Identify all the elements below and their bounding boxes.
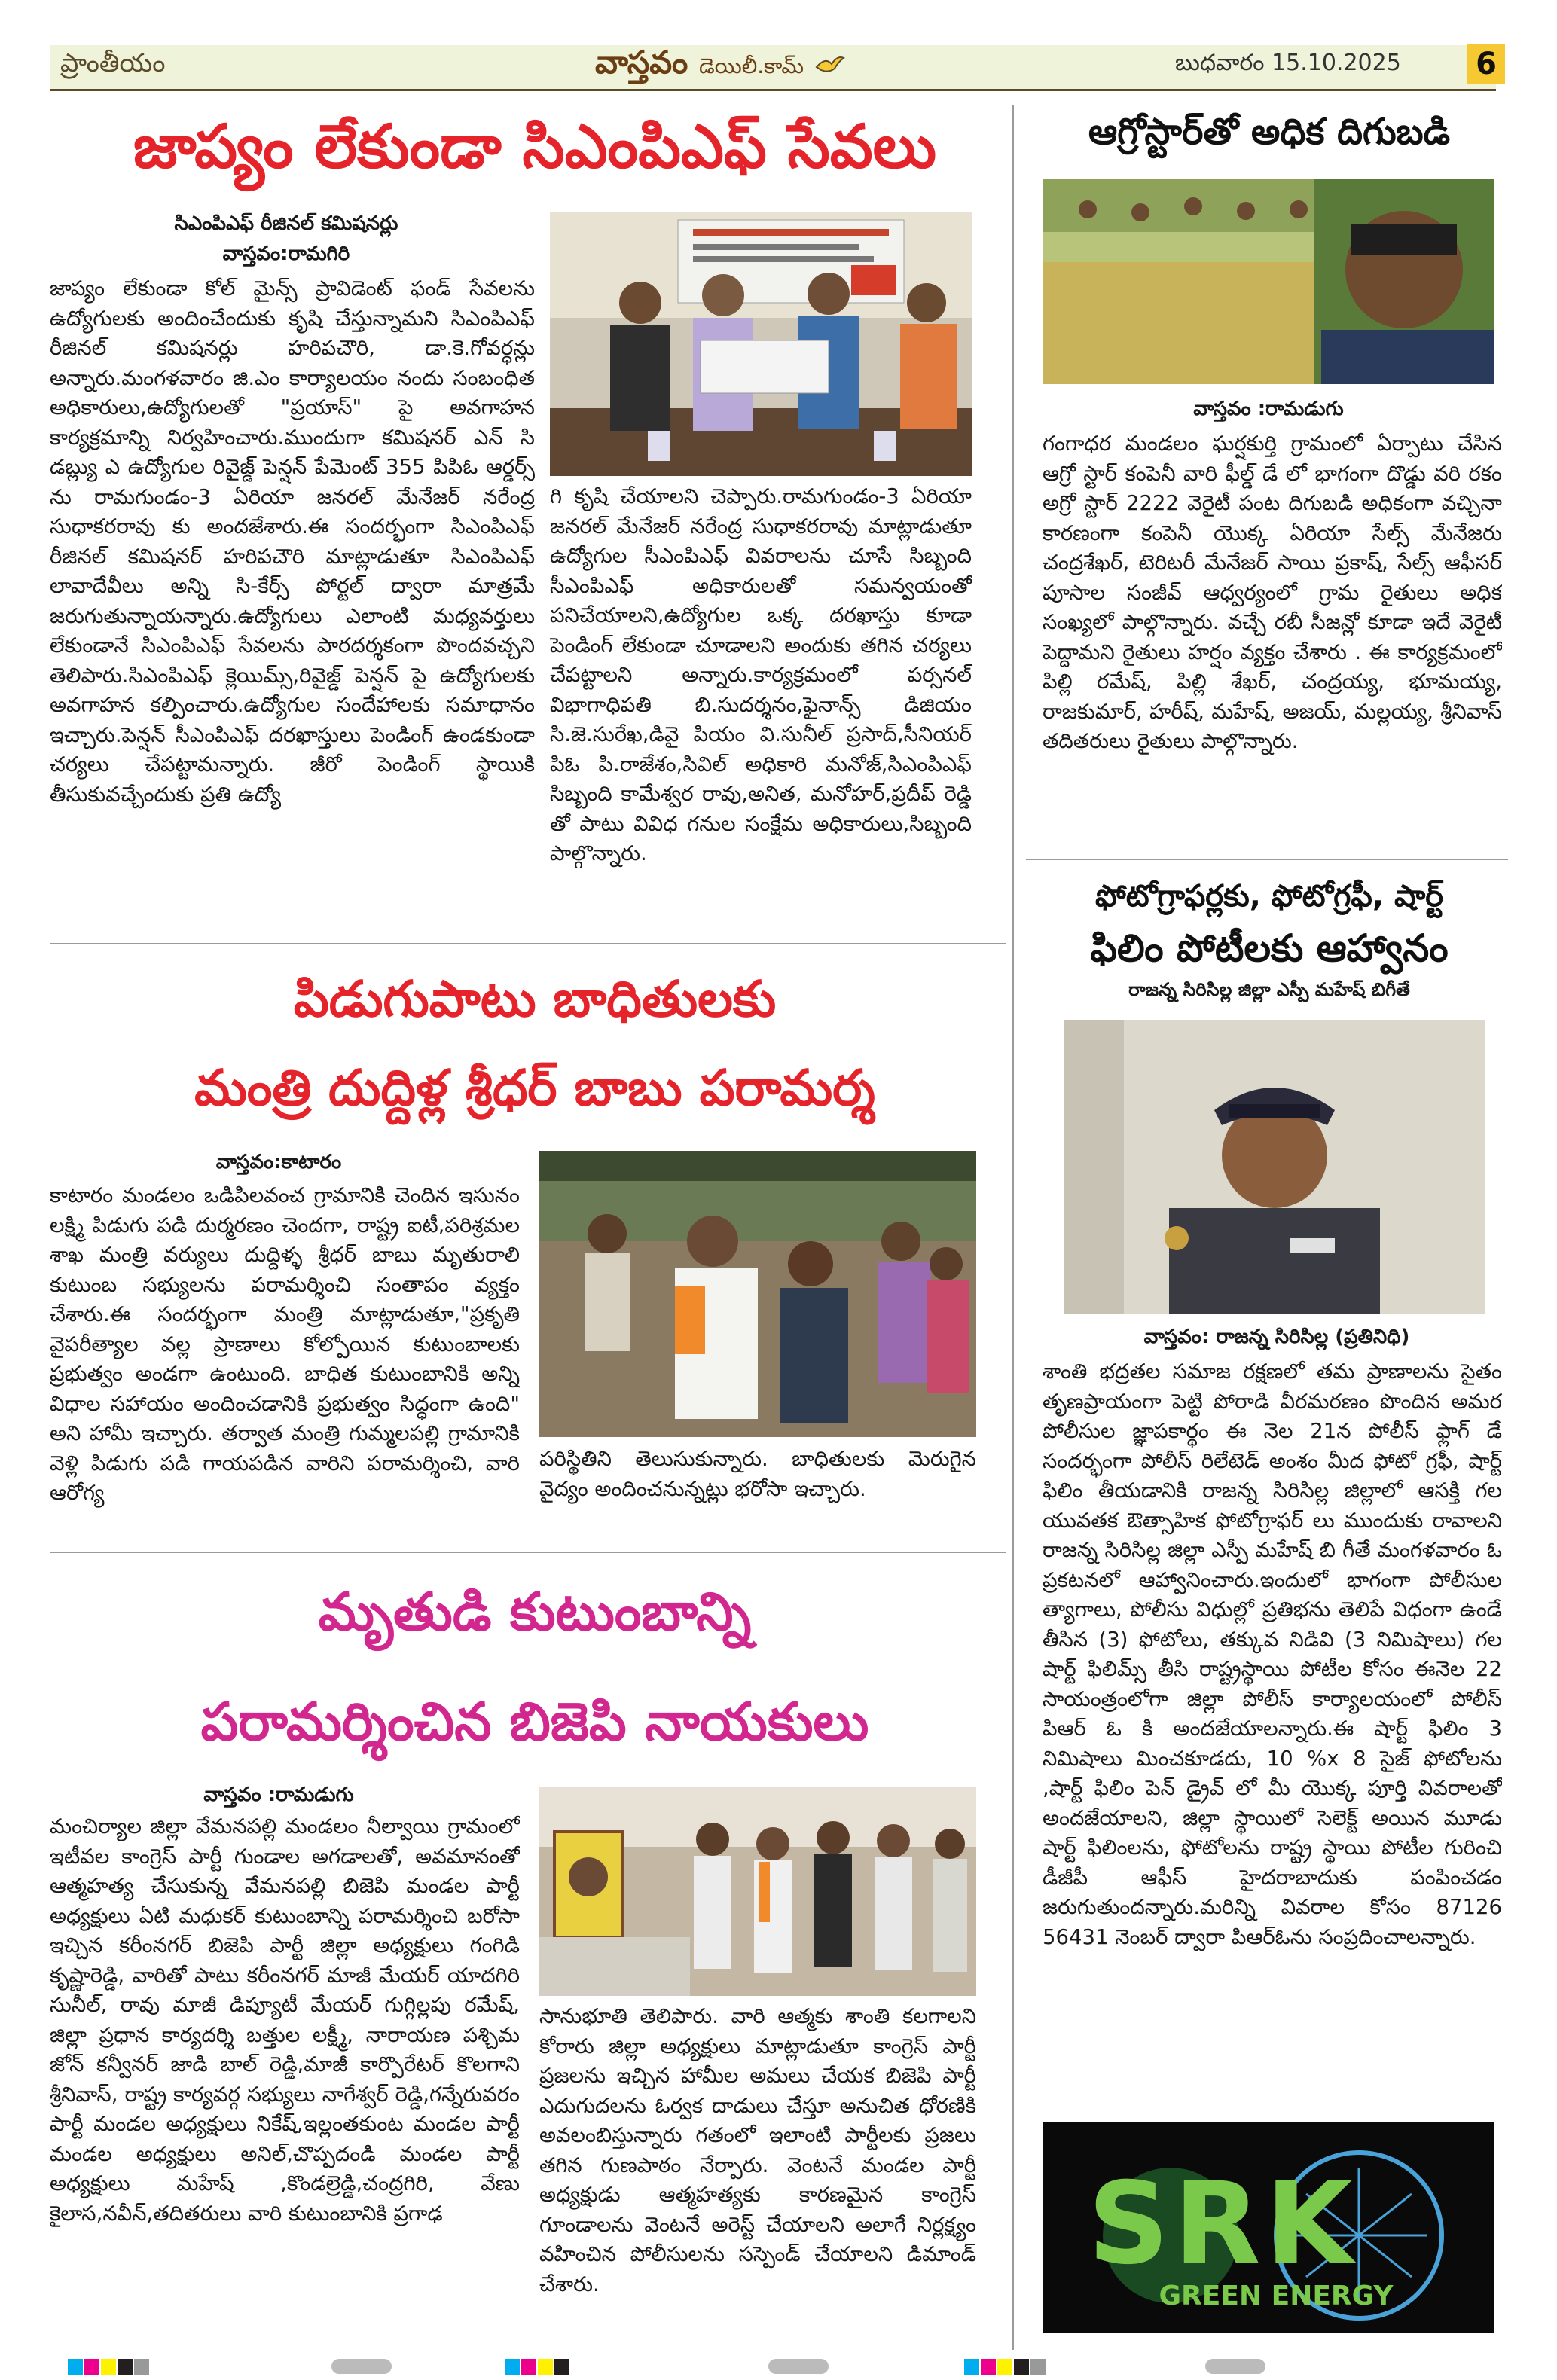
cmpf-body-col2: గి కృషి చేయాలని చెప్పారు.రామగుండం-3 ఏరియా జనరల్ మేనేజర్ నరేంద్ర సుధాకరరావు మాట్లాడుతూ ఉద్యోగుల సీఎంపిఎఫ్ వివరాలను చూసే సిబ్బంది సీఎంపిఎఫ్ అధికారులతో సమన్వయంతో పనిచేయాలని,ఉద్యోగుల ఒక్క దరఖాస్తు కూడా పెండింగ్ లేకుండా చూడాలని అందుకు తగిన చర్యలు చేపట్టాలని అన్నారు.కార్యక్రమంలో పర్సనల్ విభాగాధిపతి బి.సుదర్శనం,ఫైనాన్స్ డిజియం సి.జె.సురేఖ,డివై పియం వి.సునీల్ ప్రసాద్,సీనియర్ పిఓ పి.రాజేశం,సివిల్ అధికారి మనోజ్,సిఎంపిఎఫ్ సిబ్బంది కామేశ్వర రావు,అనిత, మనోహర్,ప్రదీప్ రెడ్డి తో పాటు వివిధ గనుల సంక్షేమ అధికారులు,సిబ్బంది పాల్గొన్నారు. [550, 484, 972, 865]
lightning-body-col1: కాటారం మండలం ఒడిపిలవంచ గ్రామానికి చెందిన ఇసునం లక్ష్మి పిడుగు పడి దుర్మరణం చెందగా, రాష్ట్ర ఐటీ,పరిశ్రమల శాఖ మంత్రి వర్యులు దుద్దిళ్ళ శ్రీధర్ బాబు మృతురాలి కుటుంబ సభ్యులను పరామర్శించి సంతాపం వ్యక్తం చేశారు.ఈ సందర్భంగా మంత్రి మాట్లాడుతూ,"ప్రకృతి వైపరీత్యాల వల్ల ప్రాణాలు కోల్పోయిన కుటుంబాలకు ప్రభుత్వం అండగా ఉంటుంది. బాధిత కుటుంబానికి అన్ని విధాల సహాయం అందించడానికి ప్రభుత్వం సిద్ధంగా ఉంది" అని హామీ ఇచ్చారు. తర్వాత మంత్రి గుమ్మలపల్లి గ్రామానికి వెళ్లి పిడుగు పడి గాయపడిన వారిని పరామర్శించి, వారి ఆరోగ్య [50, 1183, 520, 1505]
bird-icon [815, 53, 845, 76]
registration-mark [768, 2359, 829, 2374]
agro-body: గంగాధర మండలం ఘర్షకుర్తి గ్రామంలో ఏర్పాటు చేసిన ఆగ్రో స్టార్ కంపెనీ వారి ఫీల్డ్ డే లో భాగంగా దొడ్డు వరి రకం అగ్రో స్టార్ 2222 వెరైటీ పంట దిగుబడి అధికంగా వచ్చినా కారణంగా కంపెనీ యొక్క ఏరియా సేల్స్ మేనేజరు చంద్రశేఖర్, టెరిటరీ మేనేజర్ సాయి ప్రకాష్, సేల్స్ ఆఫీసర్ పూసాల సంజీవ్ ఆధ్వర్యంలో గ్రామ రైతులు అధిక సంఖ్యలో పాల్గొన్నారు. వచ్చే రబీ సీజన్లో కూడా ఇదే వెరైటీ పెద్దామని రైతులు హర్షం వ్యక్తం చేశారు . ఈ కార్యక్రమంలో పిల్లి రమేష్, పిల్లి శేఖర్, చంద్రయ్య, భూమయ్య, రాజకుమార్, హరీష్, మహేష్, అజయ్, మల్లయ్య, శ్రీనివాస్ తదితరులు రైతులు పాల్గొన్నారు. [1043, 432, 1502, 753]
agro-photo [1043, 179, 1494, 384]
lightning-dateline: వాస్తవం:కాటారం [215, 1151, 342, 1173]
sp-portrait-photo [1064, 1020, 1485, 1314]
masthead-brand [595, 44, 845, 89]
column-divider [1012, 105, 1014, 2350]
section-label: ప్రాంతీయం [60, 48, 166, 78]
bjp-dateline: వాస్తవం :రామడుగు [203, 1783, 354, 1806]
lightning-headline-line1: పిడుగుపాటు బాధితులకు [293, 970, 777, 1028]
cmpf-headline: జాప్యం లేకుండా సిఎంపిఎఫ్ సేవలు [133, 111, 937, 182]
lightning-photo [539, 1151, 976, 1437]
section-divider [50, 1552, 1006, 1553]
lightning-body-col2: పరిస్థితిని తెలుసుకున్నారు. బాధితులకు మెరుగైన వైద్యం అందించనున్నట్లు భరోసా ఇచ్చారు. [539, 1447, 976, 1501]
bjp-photo [539, 1787, 976, 1996]
srk-logo-text: SRK [1088, 2159, 1357, 2290]
bjp-body-col1: మంచిర్యాల జిల్లా వేమనపల్లి మండలం నీల్వాయి గ్రామంలో ఇటీవల కాంగ్రెస్ పార్టీ గుండాల అగడాలతో, అవమానంతో ఆత్మహత్య చేసుకున్న వేమనపల్లి బిజెపి మండల పార్టీ అధ్యక్షులు ఏటి మధుకర్ కుటుంబాన్ని పరామర్శించి బరోసా ఇచ్చిన కరీంనగర్ బిజెపి పార్టీ జిల్లా అధ్యక్షులు గంగిడి కృష్ణారెడ్డి, వారితో పాటు కరీంనగర్ మాజీ మేయర్ యాదగిరి సునీల్, రావు మాజీ డిప్యూటీ మేయర్ గుగ్గిల్లపు రమేష్, జిల్లా ప్రధాన కార్యదర్శి బత్తుల లక్ష్మీ, నారాయణ పశ్చిమ జోన్ కన్వీనర్ జాడి బాల్ రెడ్డి,మాజీ కార్పొరేటర్ కొలగాని శ్రీనివాస్, రాష్ట్ర కార్యవర్గ సభ్యులు నాగేశ్వర్ రెడ్డి,గన్నేరువరం పార్టీ మండల అధ్యక్షులు నికేష్,ఇల్లంతకుంట మండల పార్టీ మండల అధ్యక్షులు అనిల్,చొప్పదండి మండల పార్టీ అధ్యక్షులు మహేష్ ,కొండల్రెడ్డి,చంద్రగిరి, వేణు కైలాస,నవీన్,తదితరులు వారి కుటుంబానికి ప్రగాఢ [50, 1814, 520, 2226]
brand-suffix: డెయిలీ.కామ్ [698, 53, 804, 78]
section-divider [50, 943, 1006, 944]
color-bar [964, 2359, 1047, 2378]
bjp-body-col2: సానుభూతి తెలిపారు. వారి ఆత్మకు శాంతి కలగాలని కోరారు జిల్లా అధ్యక్షులు మాట్లాడుతూ కాంగ్రెస్ పార్టీ ప్రజలను ఇచ్చిన హామీల అమలు చేయక బిజెపి పార్టీ ఎదుగుదలను ఓర్వక దాడులు చేస్తూ అనుచిత ధోరణికి అవలంబిస్తున్నారు గతంలో ఇలాంటి పార్టీలకు ప్రజలు తగిన గుణపాఠం నేర్పారు. వెంటనే మండల పార్టీ అధ్యక్షుడు ఆత్మహత్యకు కారణమైన కాంగ్రెస్ గూండాలను వెంటనే అరెస్ట్ చేయాలని అలాగే నిర్లక్ష్యం వహించిన పోలీసులను సస్పెండ్ చేయాలని డిమాండ్ చేశారు. [539, 2004, 976, 2296]
section-divider [1026, 859, 1508, 860]
photo-subhead: రాజన్న సిరిసిల్ల జిల్లా ఎస్పీ మహేష్ బిగీతే [1128, 979, 1410, 1000]
photo-headline-line2: ఫిలిం పోటీలకు ఆహ్వానం [1090, 926, 1449, 970]
page-number: 6 [1467, 44, 1505, 84]
cmpf-dateline: వాస్తవం:రామగిరి [222, 243, 350, 265]
lightning-headline-line2: మంత్రి దుద్దిళ్ల శ్రీధర్ బాబు పరామర్శ [194, 1059, 875, 1117]
agro-dateline: వాస్తవం :రామడుగు [1193, 398, 1344, 420]
color-bar [68, 2359, 151, 2378]
photo-dateline: వాస్తవం: రాజన్న సిరిసిల్ల (ప్రతినిధి) [1143, 1326, 1410, 1348]
photo-body: శాంతి భద్రతల సమాజ రక్షణలో తమ ప్రాణాలను సైతం తృణప్రాయంగా పెట్టి పోరాడి వీరమరణం పొందిన అమర పోలీసుల జ్ఞాపకార్థం ఈ నెల 21న పోలీస్ ఫ్లాగ్ డే సందర్భంగా పోలీస్ రిలేటెడ్ అంశం మీద ఫోటో గ్రఫీ, షార్ట్ ఫిలిం తీయడానికి రాజన్న సిరిసిల్ల జిల్లాలో ఆసక్తి గల యువతక ఔత్సాహిక ఫోటోగ్రాఫర్ లు ముందుకు రావాలని రాజన్న సిరిసిల్ల జిల్లా ఎస్పీ మహేష్ బి గీతే మంగళవారం ఓ ప్రకటనలో ఆహ్వానించారు.ఇందులో భాగంగా పోలీసుల త్యాగాలు, పోలీసు విధుల్లో ప్రతిభను తెలిపే విధంగా ఉండే తీసిన (3) ఫోటోలు, తక్కువ నిడివి (3 నిమిషాలు) గల షార్ట్ ఫిలిమ్స్ తీసి రాష్ట్రస్థాయి పోటీల కోసం ఈనెల 22 సాయంత్రంలోగా జిల్లా పోలీస్ కార్యాలయంలో పోలీస్ పిఆర్ ఓ కి అందజేయాలన్నారు.ఈ షార్ట్ ఫిలిం 3 నిమిషాలు మించకూడదు, 10 %x 8 సైజ్ ఫోటోలను ,షార్ట్ ఫిలిం పెన్ డ్రైవ్ లో మీ యొక్క పూర్తి వివరాలతో అందజేయాలని, జిల్లా స్థాయిలో సెలెక్ట్ అయిన మూడు షార్ట్ ఫిలింలను, ఫోటోలను రాష్ట్ర స్థాయి పోటీల గురించి డీజీపీ ఆఫీస్ హైదరాబాదుకు పంపించడం జరుగుతుందన్నారు.మరిన్ని వివరాల కోసం 87126 56431 నెంబర్ ద్వారా పిఆర్ఓను సంప్రదించాలన్నారు. [1043, 1359, 1502, 1949]
bjp-headline-line1: మృతుడి కుటుంబాన్ని [318, 1581, 752, 1643]
brand-name: వాస్తవం [595, 44, 688, 81]
color-bar [505, 2359, 571, 2378]
srk-advert [1043, 2122, 1494, 2333]
photo-headline-line1: ఫోటోగ్రాఫర్లకు, ఫోటోగ్రఫీ, షార్ట్ [1095, 879, 1443, 914]
cmpf-photo [550, 212, 972, 476]
registration-mark [331, 2359, 392, 2374]
registration-mark [1205, 2359, 1265, 2374]
agro-headline: ఆగ్రోస్టార్‌తో అధిక దిగుబడి [1088, 111, 1451, 153]
cmpf-body-col1: జాప్యం లేకుండా కోల్ మైన్స్ ప్రావిడెంట్ ఫండ్ సేవలను ఉద్యోగులకు అందించేందుకు కృషి చేస్తున్నామని సిఎంపిఎఫ్ రీజినల్ కమిషనర్లు హరిపచౌరి, డా.కె.గోవర్ధన్లు అన్నారు.మంగళవారం జి.ఎం కార్యాలయం నందు సంబంధిత అధికారులు,ఉద్యోగులతో "ప్రయాస్" పై అవగాహన కార్యక్రమాన్ని నిర్వహించారు.ముందుగా కమిషనర్ ఎన్ సి డబ్ల్యు ఎ ఉద్యోగుల రివైజ్డ్ పెన్షన్ పేమెంట్ 355 పిపిఓ ఆర్డర్స్ ను రామగుండం-3 ఏరియా జనరల్ మేనేజర్ నరేంద్ర సుధాకరరావు కు అందజేశారు.ఈ సందర్భంగా సిఎంపిఎఫ్ రీజినల్ కమిషనర్ హరిపచౌరి మాట్లాడుతూ సిఎంపిఎఫ్ లావాదేవీలు అన్ని సి-కేర్స్ పోర్టల్ ద్వారా మాత్రమే జరుగుతున్నాయన్నారు.ఉద్యోగులు ఎలాంటి మధ్యవర్తులు లేకుండానే సిఎంపిఎఫ్ సేవలను పారదర్శకంగా పొందవచ్చని తెలిపారు.సిఎంపిఎఫ్ క్లెయిమ్స్,రివైజ్డ్ పెన్షన్ పై ఉద్యోగులకు అవగాహన కల్పించారు.ఉద్యోగుల సందేహాలకు సమాధానం ఇచ్చారు.పెన్షన్ సీఎంపిఎఫ్ దరఖాస్తులు పెండింగ్ ఉండకుండా చర్యలు చేపట్టామన్నారు. జీరో పెండింగ్ స్థాయికి తీసుకువచ్చేందుకు ప్రతి ఉద్యో [50, 276, 535, 807]
issue-date: బుధవారం 15.10.2025 [1175, 50, 1401, 76]
srk-tagline: GREEN ENERGY [1159, 2281, 1394, 2311]
cmpf-subhead: సిఎంపిఎఫ్ రీజినల్ కమిషనర్లు [174, 212, 398, 235]
bjp-headline-line2: పరామర్శించిన బిజెపి నాయకులు [200, 1691, 869, 1753]
